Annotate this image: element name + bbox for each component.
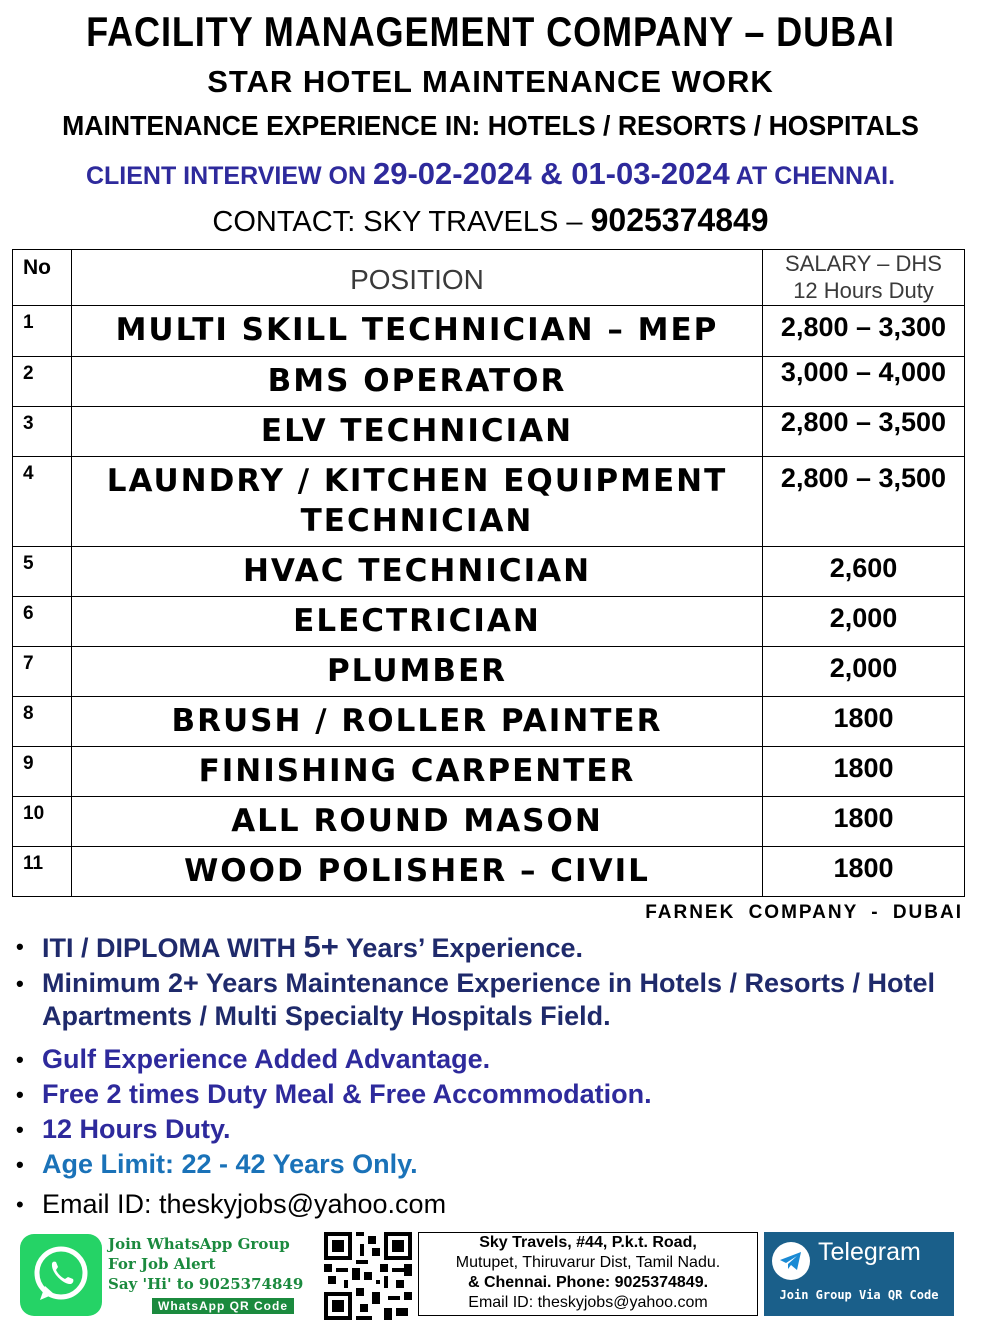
positions-table [12, 249, 965, 897]
row-position: BMS OPERATOR [72, 357, 763, 407]
row-salary: 1800 [763, 847, 965, 897]
row-salary: 2,800 – 3,300 [763, 306, 965, 357]
whatsapp-icon [20, 1234, 102, 1316]
address-line2: Mutupet, Thiruvarur Dist, Tamil Nadu. [455, 1254, 721, 1271]
whatsapp-block[interactable] [20, 1232, 318, 1318]
salary-header-line1: SALARY – DHS [785, 251, 942, 276]
bullet-1-prefix: ITI / DIPLOMA WITH [42, 933, 304, 963]
telegram-icon [772, 1242, 810, 1280]
row-no: 3 [13, 407, 72, 457]
bullet-1-suffix: Years’ Experience. [338, 933, 584, 963]
bullet-1-big: 5+ [303, 929, 339, 964]
row-position: ELV TECHNICIAN [72, 407, 763, 457]
col-header-no: No [13, 250, 72, 306]
interview-suffix: AT CHENNAI. [729, 162, 896, 190]
col-header-position: POSITION [72, 250, 763, 306]
table-row [13, 697, 965, 747]
address-line4: Email ID: theskyjobs@yahoo.com [468, 1294, 708, 1311]
table-row [13, 457, 965, 547]
row-no: 7 [13, 647, 72, 697]
row-salary: 2,000 [763, 597, 965, 647]
row-no: 9 [13, 747, 72, 797]
row-position: ELECTRICIAN [72, 597, 763, 647]
list-item [12, 930, 962, 965]
table-row [13, 847, 965, 897]
address-line3: & Chennai. Phone: 9025374849. [467, 1274, 709, 1291]
contact-line [0, 202, 981, 239]
row-no: 1 [13, 306, 72, 357]
table-row [13, 357, 965, 407]
contact-phone: 9025374849 [590, 202, 769, 238]
table-row [13, 597, 965, 647]
row-salary: 2,800 – 3,500 [763, 407, 965, 457]
interview-prefix: CLIENT INTERVIEW ON [85, 162, 373, 190]
list-item: • Free 2 times Duty Meal & Free Accommodation. [12, 1078, 962, 1111]
interview-and: & [531, 156, 572, 191]
list-item: • 12 Hours Duty. [12, 1113, 962, 1146]
row-salary: 1800 [763, 797, 965, 847]
page-subtitle: STAR HOTEL MAINTENANCE WORK [207, 64, 774, 99]
table-row [13, 747, 965, 797]
row-position: MULTI SKILL TECHNICIAN – MEP [72, 306, 763, 357]
row-no: 6 [13, 597, 72, 647]
table-row [13, 407, 965, 457]
row-no: 2 [13, 357, 72, 407]
list-item: • Minimum 2+ Years Maintenance Experience in Hotels / Resorts / Hotel Apartments / Multi Specialty Hospitals Field. [12, 967, 962, 1033]
row-position: HVAC TECHNICIAN [72, 547, 763, 597]
experience-line: MAINTENANCE EXPERIENCE IN: HOTELS / RESORTS / HOSPITALS [62, 110, 919, 141]
table-row [13, 647, 965, 697]
interview-date-1: 29-02-2024 [373, 156, 532, 191]
row-position: ALL ROUND MASON [72, 797, 763, 847]
whatsapp-qr-tag: WhatsApp QR Code [152, 1298, 294, 1314]
row-salary: 2,800 – 3,500 [763, 457, 965, 547]
interview-line [0, 156, 981, 192]
page-title: FACILITY MANAGEMENT COMPANY – DUBAI [86, 8, 895, 55]
row-position: PLUMBER [72, 647, 763, 697]
table-row [13, 797, 965, 847]
table-header-row [13, 250, 965, 306]
telegram-block[interactable] [764, 1232, 954, 1316]
table-row [13, 547, 965, 597]
row-no: 5 [13, 547, 72, 597]
contact-prefix: CONTACT: SKY TRAVELS – [212, 206, 591, 238]
row-no: 11 [13, 847, 72, 897]
qr-code-icon[interactable] [324, 1232, 412, 1320]
row-salary: 3,000 – 4,000 [763, 357, 965, 407]
whatsapp-line3: Say 'Hi' to 9025374849 [108, 1275, 304, 1293]
row-no: 10 [13, 797, 72, 847]
row-position: LAUNDRY / KITCHEN EQUIPMENT TECHNICIAN [72, 457, 763, 547]
address-line1: Sky Travels, #44, P.k.t. Road, [479, 1234, 697, 1251]
salary-header-line2: 12 Hours Duty [793, 278, 934, 303]
whatsapp-line2: For Job Alert [108, 1255, 216, 1273]
list-item: • Gulf Experience Added Advantage. [12, 1043, 962, 1076]
list-item: • Age Limit: 22 - 42 Years Only. [12, 1148, 962, 1181]
telegram-subtitle: Join Group Via QR Code [779, 1288, 939, 1302]
telegram-title: Telegram [818, 1238, 921, 1266]
whatsapp-text [108, 1234, 303, 1294]
list-item-email: • Email ID: theskyjobs@yahoo.com [12, 1188, 962, 1221]
whatsapp-line1: Join WhatsApp Group [108, 1235, 290, 1253]
row-no: 4 [13, 457, 72, 547]
company-note: FARNEK COMPANY - DUBAI [645, 902, 963, 923]
interview-date-2: 01-03-2024 [571, 156, 730, 191]
col-header-salary [763, 250, 965, 306]
row-salary: 1800 [763, 697, 965, 747]
row-position: WOOD POLISHER – CIVIL [72, 847, 763, 897]
table-row [13, 306, 965, 357]
row-no: 8 [13, 697, 72, 747]
row-position: FINISHING CARPENTER [72, 747, 763, 797]
row-salary: 2,000 [763, 647, 965, 697]
requirements-list [12, 930, 962, 1221]
address-box [418, 1232, 758, 1316]
row-salary: 1800 [763, 747, 965, 797]
row-position: BRUSH / ROLLER PAINTER [72, 697, 763, 747]
row-salary: 2,600 [763, 547, 965, 597]
